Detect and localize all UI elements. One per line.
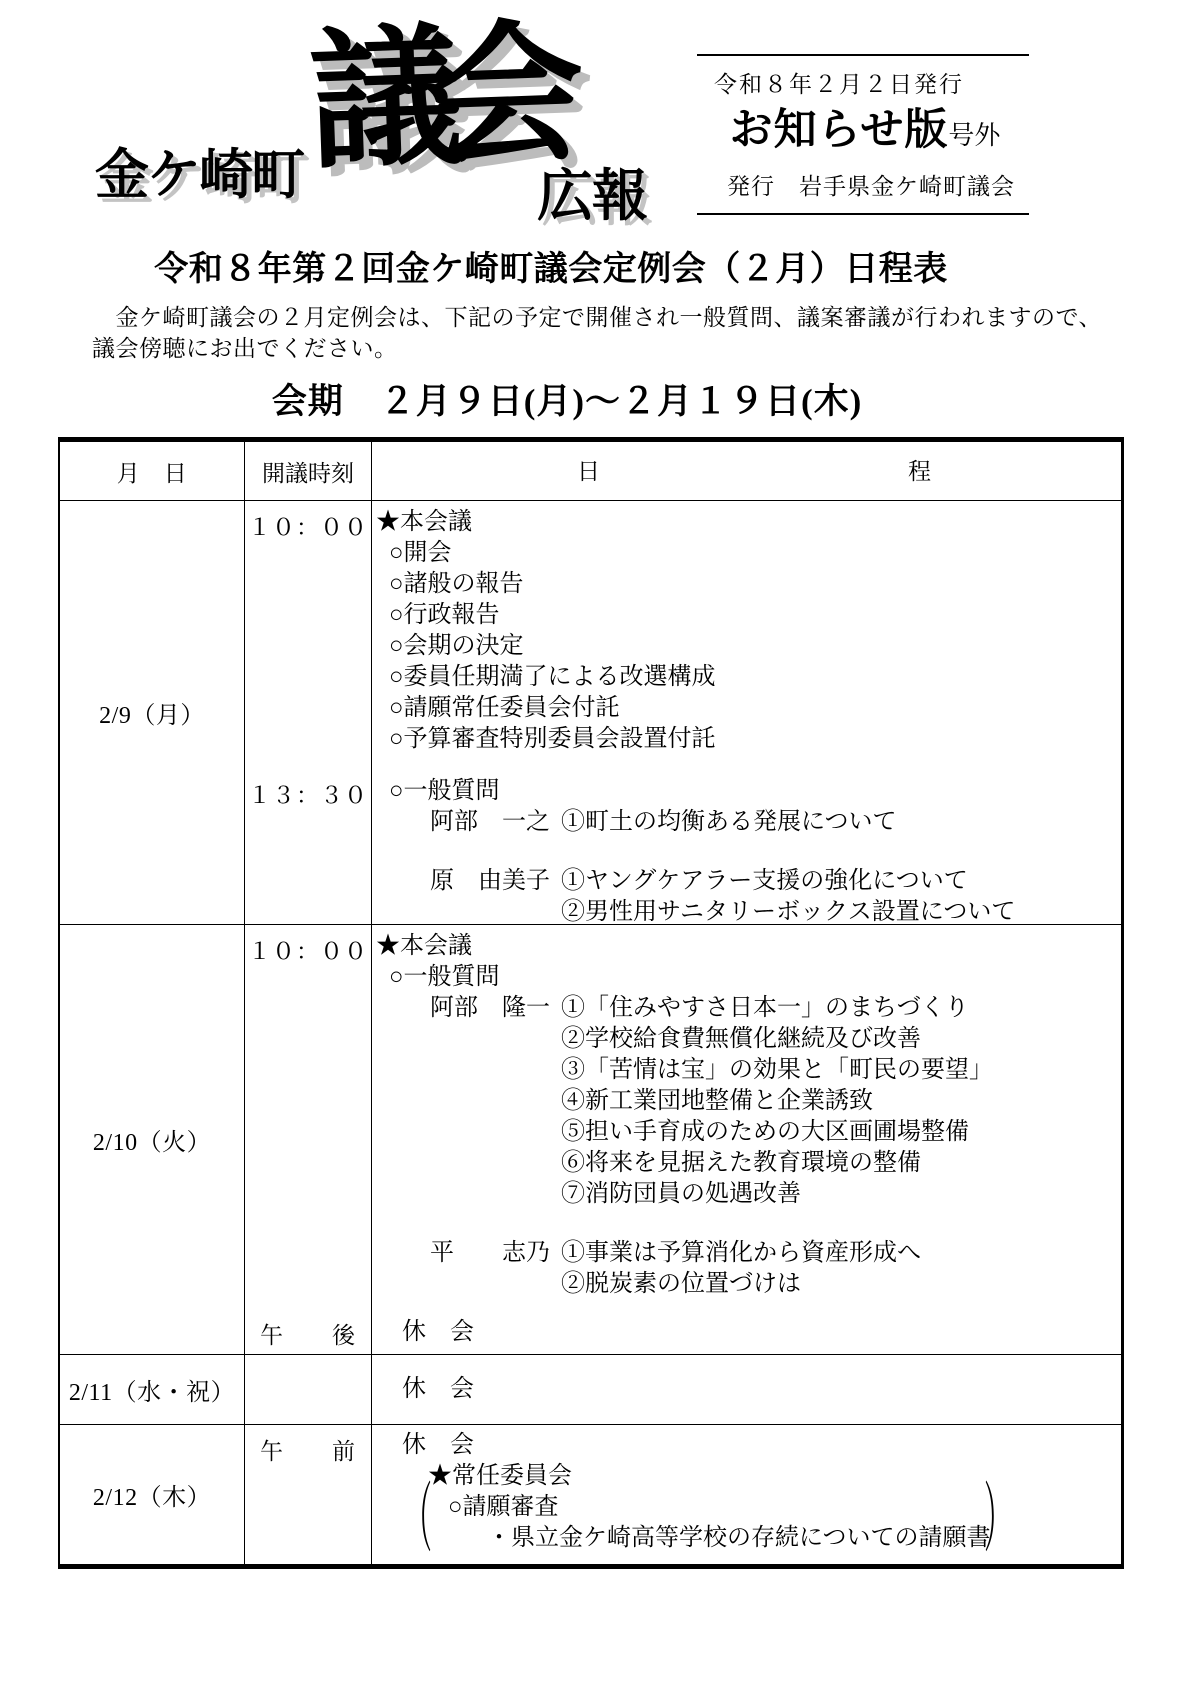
petition-item: ・県立金ケ崎高等学校の存続についての請願書 — [487, 1525, 991, 1551]
document-title: 令和８年第２回金ケ崎町議会定例会（２月）日程表 — [154, 251, 948, 288]
question-item: ④新工業団地整備と企業誘致 — [561, 1088, 873, 1114]
intro-line-2: 議会傍聴にお出でください。 — [92, 336, 398, 361]
question-item: ①ヤングケアラー支援の強化について — [561, 868, 968, 894]
committee-heading: ★常任委員会 — [428, 1463, 572, 1489]
header-agenda-column — [372, 442, 1121, 500]
row-agenda — [372, 501, 1121, 924]
recess-label: 休 会 — [402, 1319, 474, 1345]
speaker-block — [430, 866, 1121, 928]
table-row — [60, 501, 1121, 925]
row-date: 2/11（水・祝） — [60, 1355, 245, 1424]
speaker-name: 原 由美子 — [430, 868, 550, 894]
agenda-item: ○開会 — [389, 540, 452, 566]
question-item: ⑥将来を見据えた教育環境の整備 — [561, 1150, 921, 1176]
agenda-item: ○予算審査特別委員会設置付託 — [389, 726, 716, 752]
publication-date: 令和８年２月２日発行 — [714, 72, 964, 97]
speaker-questions — [561, 807, 897, 838]
masthead-kouhou: 広報 — [537, 164, 647, 227]
question-item: ②男性用サニタリーボックス設置について — [561, 899, 1016, 925]
speaker-questions — [561, 866, 1015, 928]
row-date: 2/10（火） — [60, 925, 245, 1354]
table-header-row — [60, 442, 1121, 501]
question-item: ②脱炭素の位置づけは — [561, 1271, 801, 1297]
intro-paragraph — [92, 302, 1103, 364]
row-agenda — [372, 925, 1121, 1354]
session-time: １０：００ — [248, 939, 368, 964]
session-period-heading: 会期 ２月９日(月)～２月１９日(木) — [271, 382, 863, 421]
header-agenda-spread — [372, 442, 1121, 500]
row-time-column — [245, 1355, 372, 1424]
recess-label: 休 会 — [402, 1432, 474, 1458]
agenda-item: ○委員任期満了による改選構成 — [389, 664, 716, 690]
publication-rule-bottom — [697, 213, 1029, 215]
publisher-line: 発行 岩手県金ケ崎町議会 — [727, 174, 1015, 199]
publication-rule-top — [697, 54, 1029, 56]
intro-line-1: 金ケ崎町議会の２月定例会は、下記の予定で開催され一般質問、議案審議が行われますので、 — [92, 305, 1103, 330]
session-time: １０：００ — [248, 515, 368, 540]
speaker-questions — [561, 1238, 921, 1300]
header-time-column: 開議時刻 — [245, 442, 372, 500]
table-row — [60, 1425, 1121, 1564]
petition-bracket-group — [404, 1479, 1012, 1564]
agenda-item: ○会期の決定 — [389, 633, 524, 659]
row-time-column — [245, 1425, 372, 1564]
masthead-town-name: 金ケ崎町 — [95, 145, 303, 205]
row-agenda — [372, 1355, 1121, 1424]
header-date-column: 月 日 — [60, 442, 245, 500]
agenda-main-item: ★本会議 — [376, 509, 472, 535]
question-item: ⑤担い手育成のための大区画圃場整備 — [561, 1119, 969, 1145]
row-time-column — [245, 925, 372, 1354]
publication-edition — [700, 96, 1030, 157]
agenda-item: ○行政報告 — [389, 602, 500, 628]
question-item: ③「苦情は宝」の効果と「町民の要望」 — [561, 1057, 993, 1083]
petition-review: ○請願審査 — [448, 1494, 559, 1520]
morning-label: 午 前 — [260, 1439, 356, 1464]
question-item: ①事業は予算消化から資産形成へ — [561, 1240, 921, 1266]
row-time-column — [245, 501, 372, 924]
header-agenda-right-char: 程 — [908, 458, 931, 484]
question-item: ①町土の均衡ある発展について — [561, 809, 897, 835]
general-question-heading: ○一般質問 — [389, 964, 500, 990]
agenda-item: ○請願常任委員会付託 — [389, 695, 620, 721]
question-item: ②学校給食費無償化継続及び改善 — [561, 1026, 921, 1052]
agenda-main-item: ★本会議 — [376, 933, 472, 959]
speaker-block — [430, 807, 1121, 838]
row-date: 2/12（木） — [60, 1425, 245, 1564]
left-parenthesis: （ — [404, 1479, 433, 1564]
edition-suffix: 号外 — [948, 121, 1001, 150]
right-parenthesis: ） — [983, 1479, 1012, 1564]
speaker-questions — [561, 993, 993, 1210]
edition-title: お知らせ版 — [729, 107, 949, 154]
general-question-heading: ○一般質問 — [389, 778, 500, 804]
table-row — [60, 1355, 1121, 1425]
schedule-table — [58, 437, 1124, 1569]
header-agenda-left-char: 日 — [577, 458, 600, 484]
afternoon-label: 午 後 — [260, 1323, 356, 1348]
speaker-block — [430, 993, 1121, 1210]
row-date: 2/9（月） — [60, 501, 245, 924]
speaker-block — [430, 1238, 1121, 1300]
question-item: ①「住みやすさ日本一」のまちづくり — [561, 995, 969, 1021]
question-item: ⑦消防団員の処遇改善 — [561, 1181, 801, 1207]
recess-label: 休 会 — [402, 1376, 474, 1402]
table-row — [60, 925, 1121, 1355]
speaker-name: 平 志乃 — [430, 1240, 550, 1266]
session-time: １３：３０ — [248, 783, 368, 808]
agenda-item: ○諸般の報告 — [389, 571, 524, 597]
masthead-gikai-calligraphy: 議会 — [307, 10, 557, 188]
row-agenda — [372, 1425, 1121, 1564]
speaker-name: 阿部 一之 — [430, 809, 550, 835]
speaker-name: 阿部 隆一 — [430, 995, 550, 1021]
